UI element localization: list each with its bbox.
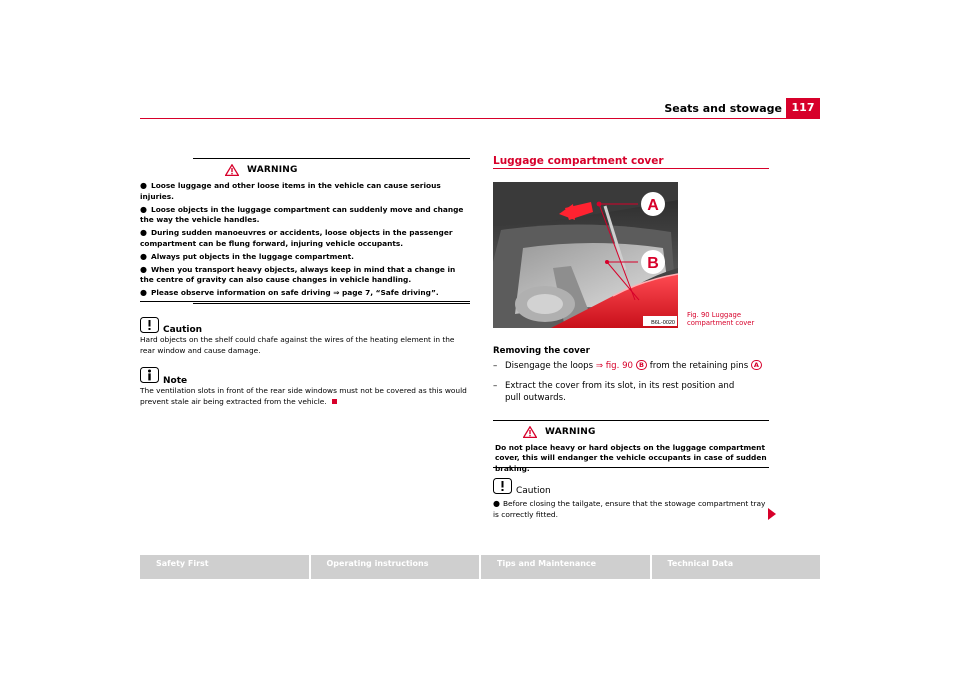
footer-tab-technical-data[interactable]: Technical Data [652,555,821,579]
warning-title: WARNING [247,165,298,175]
note-text: The ventilation slots in front of the rear side windows must not be covered as this would prevent stale air being extracted from the vehicle. [140,386,467,406]
step-dash: – [493,361,498,371]
footer-nav [140,555,820,579]
warning-bottom-rule [140,301,470,302]
warning-box-right [493,420,769,473]
next-page-arrow-icon[interactable] [768,508,776,520]
label-b-badge: B [636,360,647,370]
end-of-section-icon [332,399,337,404]
caution-text-right: Before closing the tailgate, ensure that the stowage compartment tray is correctly fitted. [493,499,766,519]
warning-bullet: ● Loose luggage and other loose items in the vehicle can cause serious injuries. [140,181,441,201]
footer-tab-safety-first[interactable]: Safety First [140,555,309,579]
label-a-badge: A [751,360,762,370]
warning-triangle-icon [523,426,537,438]
warning-title-right: WARNING [545,427,596,437]
footer-tab-operating-instructions[interactable]: Operating instructions [311,555,480,579]
footer-tab-tips-and-maintenance[interactable]: Tips and Maintenance [481,555,650,579]
figure-code: B6L-0020 [651,320,675,326]
caution-title-right: Caution [516,486,551,496]
step-1: – Disengage the loops ⇒ fig. 90 B from the retaining pins A [493,360,773,372]
header-rule [140,118,820,119]
caution-text: Hard objects on the shelf could chafe against the wires of the heating element in the rear window and cause damage. [140,335,455,355]
page-number: 117 [786,98,820,118]
removing-steps [493,345,773,404]
caution-icon [493,478,512,494]
note-block [140,368,470,408]
figure-caption: Fig. 90 Luggage compartment cover [687,311,755,328]
warning-bullet: ● Always put objects in the luggage compartment. [140,251,354,261]
warning-bullet: ● When you transport heavy objects, always keep in mind that a change in the centre of gravity can also cause changes in vehicle handling. [140,264,456,285]
warning-bullet: ● Loose objects in the luggage compartment can suddenly move and change the way the vehicle handles. [140,204,464,225]
warning-text-right: Do not place heavy or hard objects on the luggage compartment cover, this will endanger the vehicle occupants in case of sudden braking. [495,443,767,473]
warning-header [193,159,470,181]
note-icon [140,367,159,383]
note-title: Note [163,376,188,386]
figure-luggage-cover [493,182,678,328]
section-title: Luggage compartment cover [493,155,664,167]
caution-block [140,318,470,357]
luggage-cover-illustration [493,182,678,328]
figure-label-b: B [647,255,659,272]
figure-label-a: A [647,197,659,214]
step-2: – Extract the cover from its slot, in its rest position and pull outwards. [493,381,735,403]
caution-block-right [493,479,773,521]
warning-bullet: ● During sudden manoeuvres or accidents, loose objects in the passenger compartment can be flung forward, injuring vehicle occupants. [140,228,453,248]
warning-bullets [140,181,470,301]
figure-link[interactable]: ⇒ fig. 90 [595,361,634,371]
caution-icon [140,317,159,333]
warning-header-right [493,421,769,443]
removing-heading: Removing the cover [493,346,590,356]
section-rule [493,168,769,169]
step-dash: – [493,381,498,391]
warning-triangle-icon [225,164,239,176]
caution-title: Caution [163,325,203,335]
warning-bullet: ● Please observe information on safe driving ⇒ page 7, “Safe driving”. [140,288,439,298]
page-header-title: Seats and stowage [664,102,782,115]
bullet-icon: ● [493,499,500,508]
